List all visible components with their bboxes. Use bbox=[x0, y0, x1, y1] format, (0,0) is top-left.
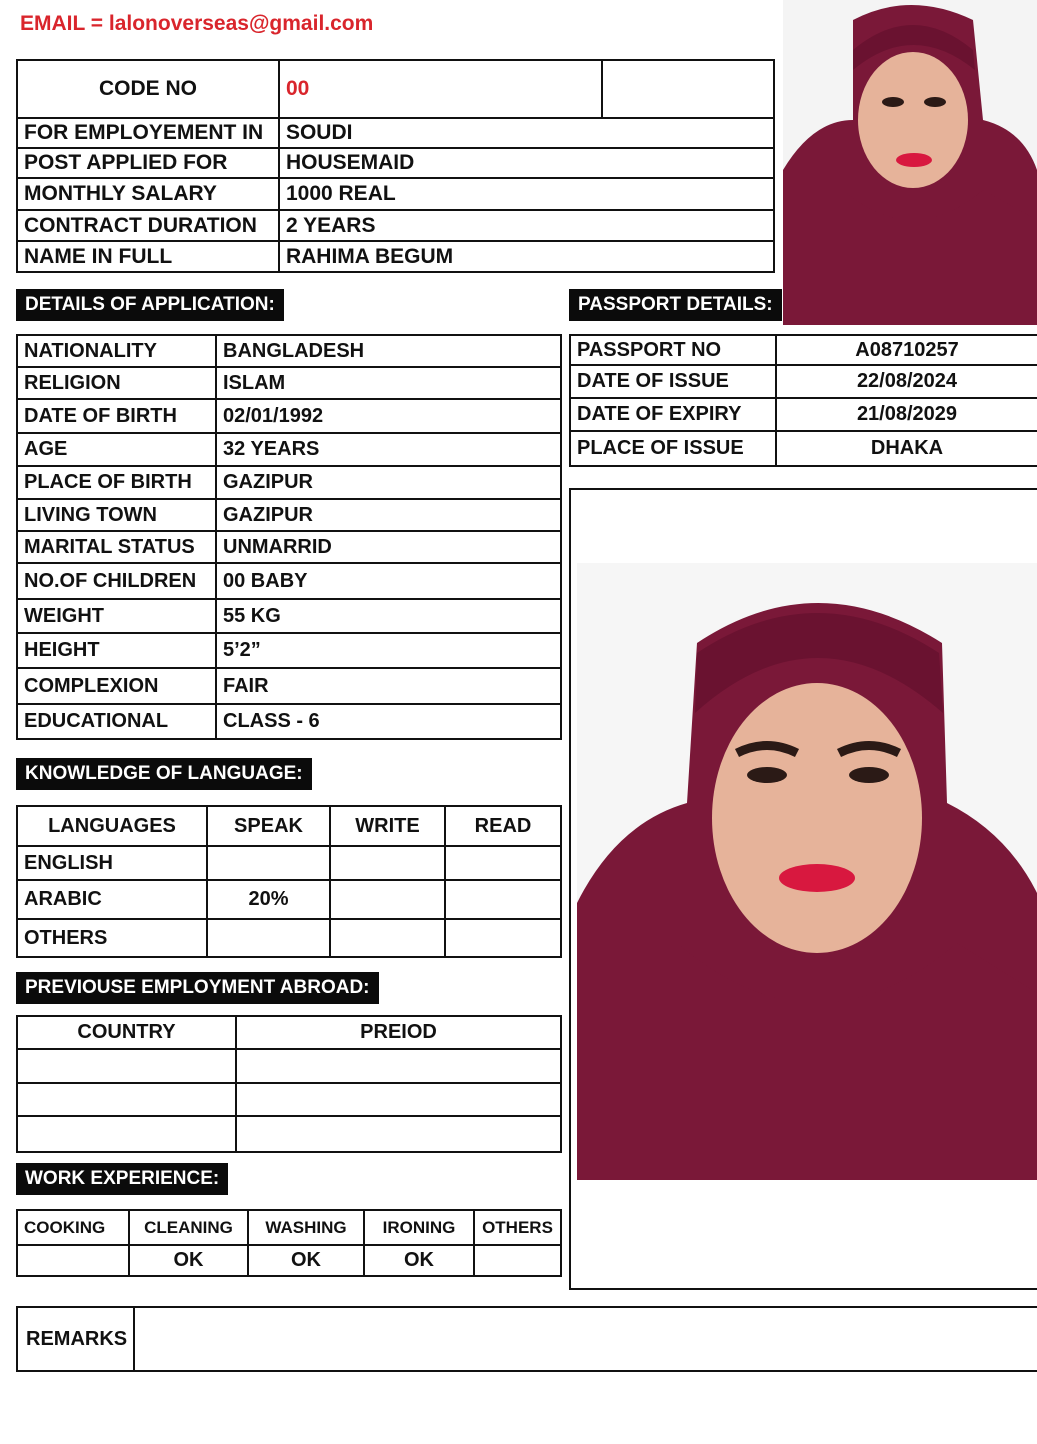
marital-label: MARITAL STATUS bbox=[17, 531, 216, 563]
living-town-label: LIVING TOWN bbox=[17, 499, 216, 531]
application-section-title: DETAILS OF APPLICATION: bbox=[16, 289, 284, 321]
application-table bbox=[16, 334, 562, 740]
issue-place-value: DHAKA bbox=[776, 431, 1037, 466]
name-label: NAME IN FULL bbox=[17, 241, 279, 272]
work-value-others bbox=[474, 1245, 561, 1276]
issue-place-label: PLACE OF ISSUE bbox=[570, 431, 776, 466]
language-header-read: READ bbox=[445, 806, 561, 846]
previous-row-country bbox=[17, 1116, 236, 1152]
arabic-read bbox=[445, 880, 561, 919]
previous-row-country bbox=[17, 1083, 236, 1116]
weight-value: 55 KG bbox=[216, 599, 561, 633]
living-town-value: GAZIPUR bbox=[216, 499, 561, 531]
contract-value: 2 YEARS bbox=[279, 210, 774, 241]
previous-header-period: PREIOD bbox=[236, 1016, 561, 1049]
education-label: EDUCATIONAL bbox=[17, 704, 216, 739]
remarks-value bbox=[134, 1307, 1037, 1371]
nationality-value: BANGLADESH bbox=[216, 335, 561, 367]
work-experience-table bbox=[16, 1209, 562, 1277]
height-value: 5’2” bbox=[216, 633, 561, 668]
passport-no-label: PASSPORT NO bbox=[570, 335, 776, 365]
arabic-write bbox=[330, 880, 445, 919]
work-header-others: OTHERS bbox=[474, 1210, 561, 1245]
previous-header-country: COUNTRY bbox=[17, 1016, 236, 1049]
post-value: HOUSEMAID bbox=[279, 148, 774, 178]
language-table bbox=[16, 805, 562, 958]
code-label: CODE NO bbox=[17, 60, 279, 118]
english-read bbox=[445, 846, 561, 880]
employment-value: SOUDI bbox=[279, 118, 774, 148]
remarks-table bbox=[16, 1306, 1037, 1372]
children-label: NO.OF CHILDREN bbox=[17, 563, 216, 599]
issue-date-label: DATE OF ISSUE bbox=[570, 365, 776, 398]
previous-row-period bbox=[236, 1116, 561, 1152]
passport-no-value: A08710257 bbox=[776, 335, 1037, 365]
dob-value: 02/01/1992 bbox=[216, 399, 561, 433]
weight-label: WEIGHT bbox=[17, 599, 216, 633]
email-line: EMAIL = lalonoverseas@gmail.com bbox=[20, 12, 374, 35]
language-header-speak: SPEAK bbox=[207, 806, 330, 846]
employment-label: FOR EMPLOYEMENT IN bbox=[17, 118, 279, 148]
code-extra-cell bbox=[602, 60, 774, 118]
previous-row-country bbox=[17, 1049, 236, 1083]
previous-row-period bbox=[236, 1083, 561, 1116]
language-name-arabic: ARABIC bbox=[17, 880, 207, 919]
birthplace-value: GAZIPUR bbox=[216, 466, 561, 499]
language-name-english: ENGLISH bbox=[17, 846, 207, 880]
english-speak bbox=[207, 846, 330, 880]
height-label: HEIGHT bbox=[17, 633, 216, 668]
language-header-write: WRITE bbox=[330, 806, 445, 846]
arabic-speak: 20% bbox=[207, 880, 330, 919]
work-value-cooking bbox=[17, 1245, 129, 1276]
header-table bbox=[16, 59, 775, 273]
post-label: POST APPLIED FOR bbox=[17, 148, 279, 178]
previous-section-title: PREVIOUSE EMPLOYMENT ABROAD: bbox=[16, 972, 379, 1004]
language-name-others: OTHERS bbox=[17, 919, 207, 957]
complexion-label: COMPLEXION bbox=[17, 668, 216, 704]
language-section-title: KNOWLEDGE OF LANGUAGE: bbox=[16, 758, 312, 790]
contract-label: CONTRACT DURATION bbox=[17, 210, 279, 241]
salary-value: 1000 REAL bbox=[279, 178, 774, 210]
expiry-date-value: 21/08/2029 bbox=[776, 398, 1037, 431]
remarks-label: REMARKS bbox=[17, 1307, 134, 1371]
portrait-large-illustration bbox=[577, 563, 1037, 1180]
work-section-title: WORK EXPERIENCE: bbox=[16, 1163, 228, 1195]
children-value: 00 BABY bbox=[216, 563, 561, 599]
birthplace-label: PLACE OF BIRTH bbox=[17, 466, 216, 499]
complexion-value: FAIR bbox=[216, 668, 561, 704]
work-value-cleaning: OK bbox=[129, 1245, 248, 1276]
education-value: CLASS - 6 bbox=[216, 704, 561, 739]
previous-employment-table bbox=[16, 1015, 562, 1153]
work-header-cleaning: CLEANING bbox=[129, 1210, 248, 1245]
religion-label: RELIGION bbox=[17, 367, 216, 399]
passport-section-title: PASSPORT DETAILS: bbox=[569, 289, 782, 321]
work-header-ironing: IRONING bbox=[364, 1210, 474, 1245]
work-value-washing: OK bbox=[248, 1245, 364, 1276]
language-header-name: LANGUAGES bbox=[17, 806, 207, 846]
work-header-washing: WASHING bbox=[248, 1210, 364, 1245]
work-value-ironing: OK bbox=[364, 1245, 474, 1276]
expiry-date-label: DATE OF EXPIRY bbox=[570, 398, 776, 431]
marital-value: UNMARRID bbox=[216, 531, 561, 563]
code-value: 00 bbox=[279, 60, 602, 118]
name-value: RAHIMA BEGUM bbox=[279, 241, 774, 272]
work-header-cooking: COOKING bbox=[17, 1210, 129, 1245]
portrait-small-illustration bbox=[783, 0, 1037, 325]
salary-label: MONTHLY SALARY bbox=[17, 178, 279, 210]
age-value: 32 YEARS bbox=[216, 433, 561, 466]
english-write bbox=[330, 846, 445, 880]
others-write bbox=[330, 919, 445, 957]
nationality-label: NATIONALITY bbox=[17, 335, 216, 367]
issue-date-value: 22/08/2024 bbox=[776, 365, 1037, 398]
age-label: AGE bbox=[17, 433, 216, 466]
applicant-photo-small bbox=[783, 0, 1037, 325]
applicant-photo-large bbox=[577, 563, 1037, 1180]
others-speak bbox=[207, 919, 330, 957]
others-read bbox=[445, 919, 561, 957]
passport-table bbox=[569, 334, 1037, 467]
religion-value: ISLAM bbox=[216, 367, 561, 399]
dob-label: DATE OF BIRTH bbox=[17, 399, 216, 433]
previous-row-period bbox=[236, 1049, 561, 1083]
